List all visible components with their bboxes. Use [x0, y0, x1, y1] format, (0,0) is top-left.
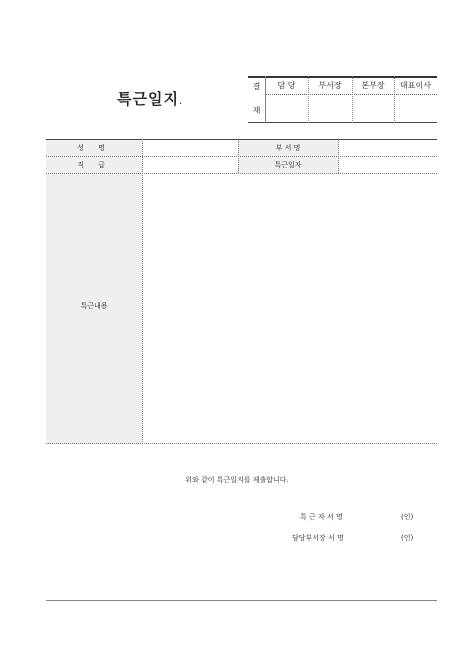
name-field[interactable]	[143, 140, 238, 156]
date-field[interactable]	[339, 157, 437, 173]
footer-divider	[46, 600, 437, 601]
form-bottom-border	[46, 443, 437, 444]
document-title	[117, 88, 183, 109]
approval-sign-ceo[interactable]	[394, 95, 437, 122]
approval-sign-staff[interactable]	[265, 95, 308, 122]
approval-col-division-head: 본부장	[361, 81, 385, 90]
approval-top-border	[248, 76, 437, 78]
approval-bottom-border	[248, 122, 437, 123]
name-label: 성 명	[77, 144, 111, 152]
submission-statement: 위와 같이 특근일지를 제출합니다.	[185, 476, 289, 484]
label-column-shade	[46, 139, 142, 444]
dept-field[interactable]	[339, 140, 437, 156]
content-field[interactable]	[143, 174, 437, 443]
approval-side-label-bottom: 재	[252, 106, 261, 115]
overtime-worker-seal[interactable]: (인)	[401, 513, 414, 521]
approval-col-dept-head: 부서장	[318, 81, 342, 90]
overtime-worker-signature-label: 특 근 자 서 명	[300, 513, 343, 521]
title-text: 특근일지	[117, 90, 179, 108]
approval-col-staff: 담 당	[277, 81, 296, 90]
approval-sign-dept-head[interactable]	[308, 95, 352, 122]
rank-field[interactable]	[143, 157, 238, 173]
title-mark: .	[178, 96, 184, 107]
approval-table	[248, 76, 437, 123]
approval-sign-division-head[interactable]	[352, 95, 394, 122]
approval-col-ceo: 대표이사	[400, 81, 431, 90]
overtime-form	[46, 139, 437, 444]
dept-head-signature-label: 담당부서장 서 명	[292, 534, 344, 542]
date-label: 특근일자	[274, 161, 302, 169]
dept-label: 부 서 명	[275, 144, 301, 152]
content-label: 특근내용	[80, 302, 108, 310]
approval-side-label-top: 결	[252, 82, 261, 91]
rank-label: 직 급	[77, 161, 111, 169]
dept-head-seal[interactable]: (인)	[401, 534, 414, 542]
